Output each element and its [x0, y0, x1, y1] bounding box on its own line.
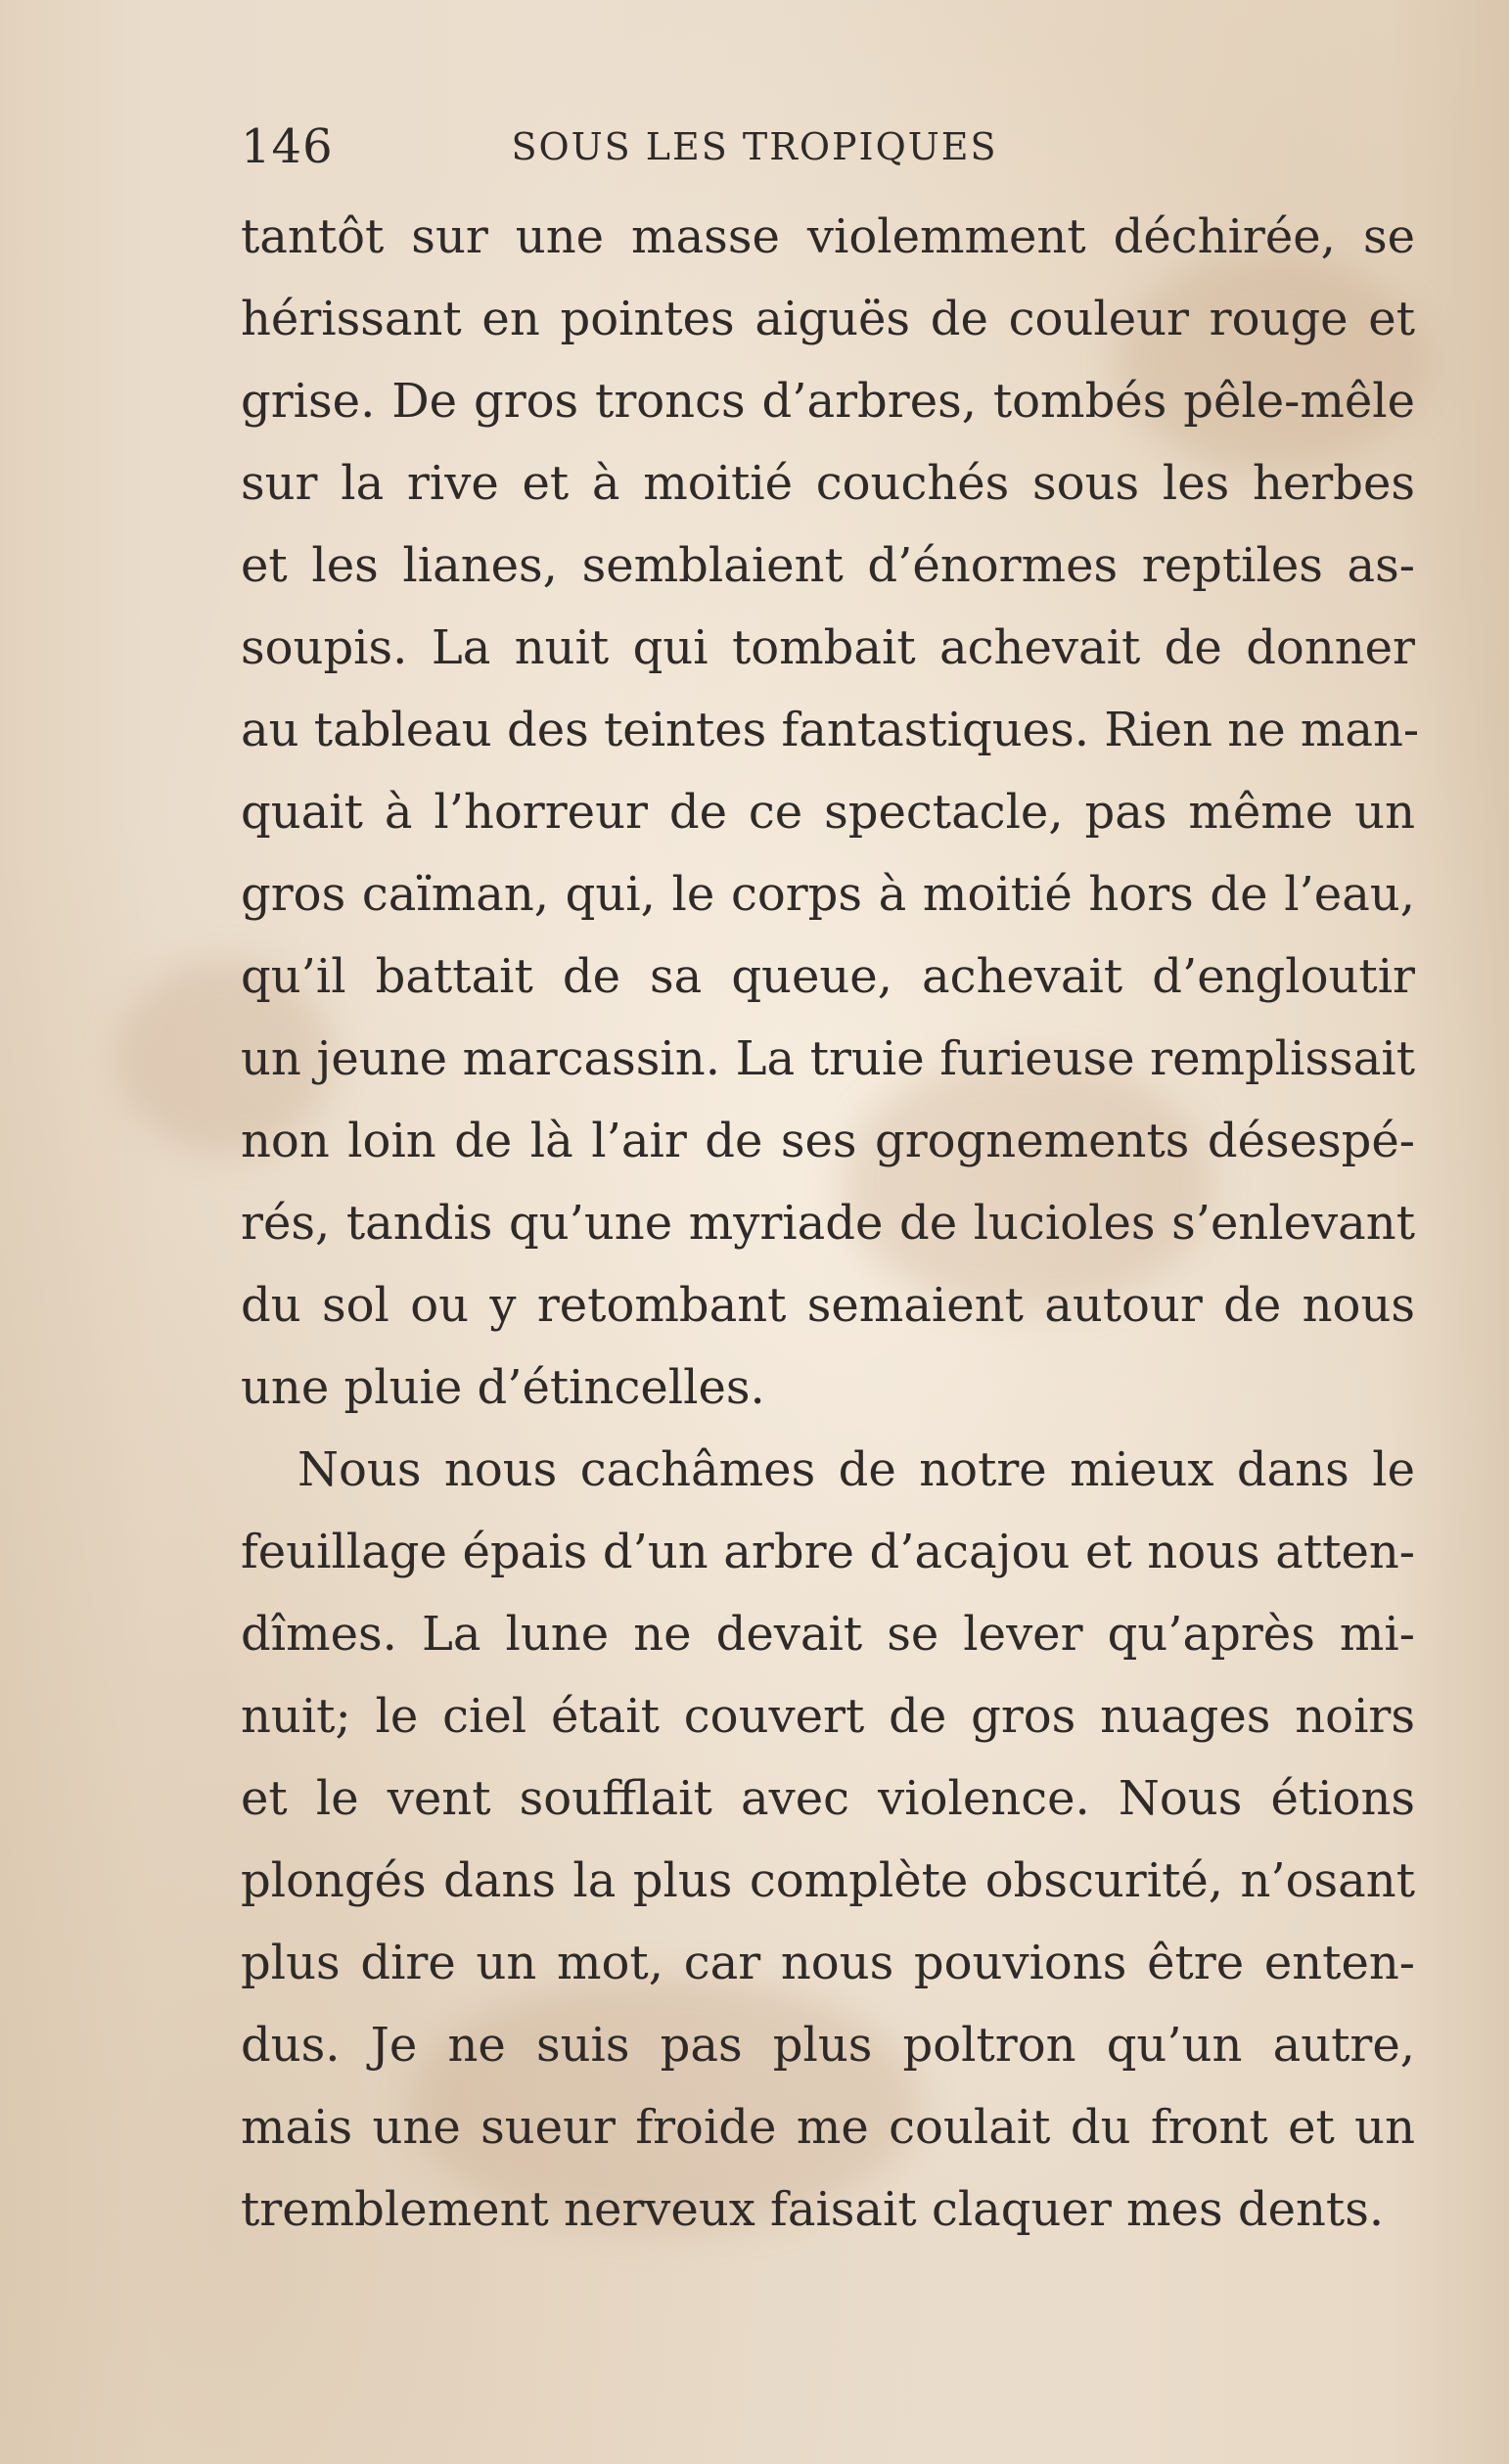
- text-line: dîmes. La lune ne devait se lever qu’après mi-: [241, 1607, 1415, 1662]
- text-line: du sol ou y retombant semaient autour de nous: [241, 1278, 1415, 1333]
- text-line: au tableau des teintes fantastiques. Rien ne man-: [241, 703, 1420, 757]
- text-line: tremblement nerveux faisait claquer mes dents.: [241, 2182, 1385, 2237]
- text-line: tantôt sur une masse violemment déchirée, se: [241, 209, 1415, 264]
- text-line: plus dire un mot, car nous pouvions être enten-: [241, 1936, 1415, 1990]
- text-line: non loin de là l’air de ses grognements désespé-: [241, 1114, 1415, 1168]
- text-line: plongés dans la plus complète obscurité, n’osant: [241, 1853, 1415, 1908]
- text-line: soupis. La nuit qui tombait achevait de donner: [241, 620, 1415, 675]
- text-line: feuillage épais d’un arbre d’acajou et nous atten-: [241, 1525, 1415, 1579]
- text-line: dus. Je ne suis pas plus poltron qu’un autre,: [241, 2018, 1415, 2073]
- text-line: une pluie d’étincelles.: [241, 1360, 765, 1415]
- body-text: [241, 196, 1420, 2251]
- text-line: quait à l’horreur de ce spectacle, pas même un: [241, 785, 1415, 840]
- text-line: sur la rive et à moitié couchés sous les herbes: [241, 456, 1415, 511]
- running-title: SOUS LES TROPIQUES: [511, 125, 998, 168]
- text-line: gros caïman, qui, le corps à moitié hors de l’eau,: [241, 867, 1415, 922]
- text-line: un jeune marcassin. La truie furieuse remplissait: [241, 1031, 1415, 1086]
- text-line: grise. De gros troncs d’arbres, tombés pêle-mêle: [241, 374, 1415, 429]
- page-number: 146: [241, 119, 334, 174]
- text-line: Nous nous cachâmes de notre mieux dans le: [297, 1442, 1415, 1497]
- running-head: [0, 115, 1509, 174]
- text-line: nuit; le ciel était couvert de gros nuages noirs: [241, 1689, 1415, 1744]
- text-line: rés, tandis qu’une myriade de lucioles s’enlevant: [241, 1196, 1415, 1251]
- text-line: hérissant en pointes aiguës de couleur rouge et: [241, 292, 1415, 346]
- text-line: et le vent soufflait avec violence. Nous étions: [241, 1771, 1415, 1826]
- text-line: mais une sueur froide me coulait du front et un: [241, 2100, 1415, 2155]
- text-line: et les lianes, semblaient d’énormes reptiles as-: [241, 538, 1415, 593]
- text-line: qu’il battait de sa queue, achevait d’engloutir: [241, 949, 1415, 1004]
